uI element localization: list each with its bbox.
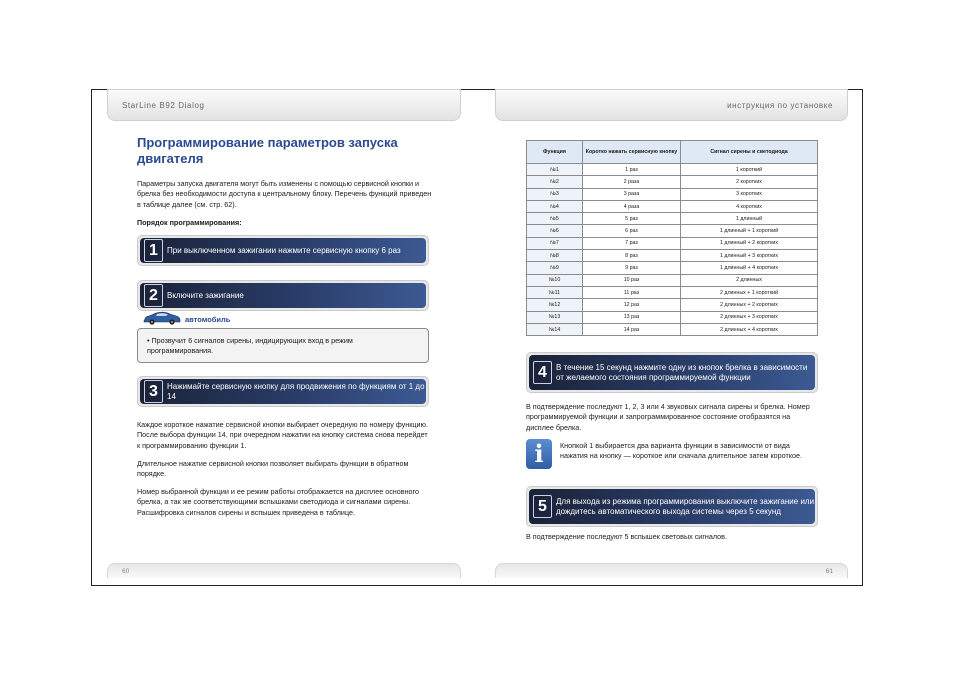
signal-cell: 1 короткий (681, 164, 818, 176)
signal-cell: 2 длинных + 3 коротких (681, 311, 818, 323)
press-count-cell: 6 раз (583, 225, 681, 237)
function-cell: №9 (527, 262, 583, 274)
signal-cell: 3 коротких (681, 188, 818, 200)
table-row (527, 164, 818, 176)
function-cell: №1 (527, 164, 583, 176)
function-cell: №13 (527, 311, 583, 323)
table-row (527, 176, 818, 188)
press-count-cell: 12 раз (583, 299, 681, 311)
signal-cell: 2 длинных (681, 274, 818, 286)
table-header-row (527, 141, 818, 164)
info-icon: i (526, 439, 552, 469)
functions-table (526, 140, 818, 336)
press-count-cell: 8 раз (583, 250, 681, 262)
car-icon (142, 310, 182, 326)
table-row (527, 262, 818, 274)
step-4 (526, 352, 818, 393)
step-number: 1 (144, 239, 163, 262)
function-cell: №12 (527, 299, 583, 311)
table-row (527, 323, 818, 335)
paragraph-short-press: Каждое короткое нажатие сервисной кнопки выбирает очередную по номеру функцию. После выбора функции 14, при очередном нажатии на кнопку система снова перейдет к программированию функции 1. (137, 420, 428, 450)
table-row (527, 299, 818, 311)
step-number: 3 (144, 380, 163, 403)
car-note-bullet: • Прозвучит 6 сигналов сирены, индицирующих вход в режим программирования. (147, 336, 353, 356)
function-cell: №5 (527, 213, 583, 225)
function-cell: №11 (527, 286, 583, 298)
step-number: 4 (533, 361, 552, 384)
press-count-cell: 5 раз (583, 213, 681, 225)
final-paragraph: В подтверждение последуют 5 вспышек световых сигналов. (526, 532, 727, 541)
info-paragraph: Кнопкой 1 выбирается два варианта функции в зависимости от вида нажатия на кнопку — короткое или сначала длительное затем короткое. (560, 441, 803, 461)
column-header: Сигнал сирены и светодиода (681, 141, 818, 164)
page-title: Программирование параметров запуска двигателя (137, 135, 398, 166)
press-count-cell: 11 раз (583, 286, 681, 298)
press-count-cell: 3 раза (583, 188, 681, 200)
intro-paragraph: Параметры запуска двигателя могут быть изменены с помощью сервисной кнопки и брелка без необходимости доступа к центральному блоку. Перечень функций приведен в таблице далее (см. стр. 62). (137, 179, 432, 209)
table-row (527, 286, 818, 298)
document-spread (91, 89, 863, 586)
step-2 (137, 280, 429, 311)
right-page-number: 61 (495, 563, 848, 578)
signal-cell: 1 длинный + 4 коротких (681, 262, 818, 274)
function-cell: №6 (527, 225, 583, 237)
signal-cell: 2 длинных + 1 короткий (681, 286, 818, 298)
confirm-paragraph: В подтверждение последуют 1, 2, 3 или 4 звуковых сигнала сирены и брелка. Номер программируемой функции и запрограммированное состояние отобразятся на дисплее брелка. (526, 402, 810, 432)
function-cell: №14 (527, 323, 583, 335)
table-row (527, 250, 818, 262)
order-heading: Порядок программирования: (137, 218, 242, 227)
paragraph-display: Номер выбранной функции и ее режим работы отображается на дисплее основного брелка, а так же соответствующими вспышками светодиода и сигналами сирены. Расшифровка сигналов сирены и вспышек приведена в таблице. (137, 487, 419, 517)
step-number: 2 (144, 284, 163, 307)
function-cell: №3 (527, 188, 583, 200)
table-row (527, 237, 818, 249)
step-3 (137, 376, 429, 407)
step-number: 5 (533, 495, 552, 518)
step-text: При выключенном зажигании нажмите сервисную кнопку 6 раз (167, 245, 401, 255)
table-row (527, 311, 818, 323)
step-1 (137, 235, 429, 266)
step-5 (526, 486, 818, 527)
press-count-cell: 1 раз (583, 164, 681, 176)
left-page-number: 60 (107, 563, 461, 578)
signal-cell: 1 длинный (681, 213, 818, 225)
table-row (527, 225, 818, 237)
signal-cell: 2 длинных + 4 коротких (681, 323, 818, 335)
table-row (527, 274, 818, 286)
table-row (527, 213, 818, 225)
paragraph-long-press: Длительное нажатие сервисной кнопки позволяет выбирать функции в обратном порядке. (137, 459, 409, 479)
car-note-text: Прозвучит 6 сигналов сирены, индицирующих вход в режим программирования. (147, 336, 353, 356)
step-text: Включите зажигание (167, 290, 244, 300)
column-header: Коротко нажать сервисную кнопку (583, 141, 681, 164)
left-page-header: StarLine B92 Dialog (107, 89, 461, 121)
table-row (527, 200, 818, 212)
step-text: Для выхода из режима программирования выключите зажигание или дождитесь автоматического выхода системы через 5 секунд (556, 496, 815, 516)
signal-cell: 1 длинный + 2 коротких (681, 237, 818, 249)
function-cell: №2 (527, 176, 583, 188)
function-cell: №10 (527, 274, 583, 286)
press-count-cell: 4 раза (583, 200, 681, 212)
press-count-cell: 10 раз (583, 274, 681, 286)
signal-cell: 1 длинный + 1 короткий (681, 225, 818, 237)
column-header: Функция (527, 141, 583, 164)
table-row (527, 188, 818, 200)
press-count-cell: 13 раз (583, 311, 681, 323)
function-cell: №8 (527, 250, 583, 262)
signal-cell: 4 коротких (681, 200, 818, 212)
signal-cell: 1 длинный + 3 коротких (681, 250, 818, 262)
function-cell: №7 (527, 237, 583, 249)
step-text: Нажимайте сервисную кнопку для продвижения по функциям от 1 до 14 (167, 381, 425, 401)
car-label: автомобиль (185, 315, 231, 324)
press-count-cell: 7 раз (583, 237, 681, 249)
step-text: В течение 15 секунд нажмите одну из кнопок брелка в зависимости от желаемого состояния программируемой функции (556, 362, 808, 382)
signal-cell: 2 коротких (681, 176, 818, 188)
signal-cell: 2 длинных + 2 коротких (681, 299, 818, 311)
function-cell: №4 (527, 200, 583, 212)
right-page-header: инструкция по установке (495, 89, 848, 121)
press-count-cell: 2 раза (583, 176, 681, 188)
press-count-cell: 9 раз (583, 262, 681, 274)
press-count-cell: 14 раз (583, 323, 681, 335)
